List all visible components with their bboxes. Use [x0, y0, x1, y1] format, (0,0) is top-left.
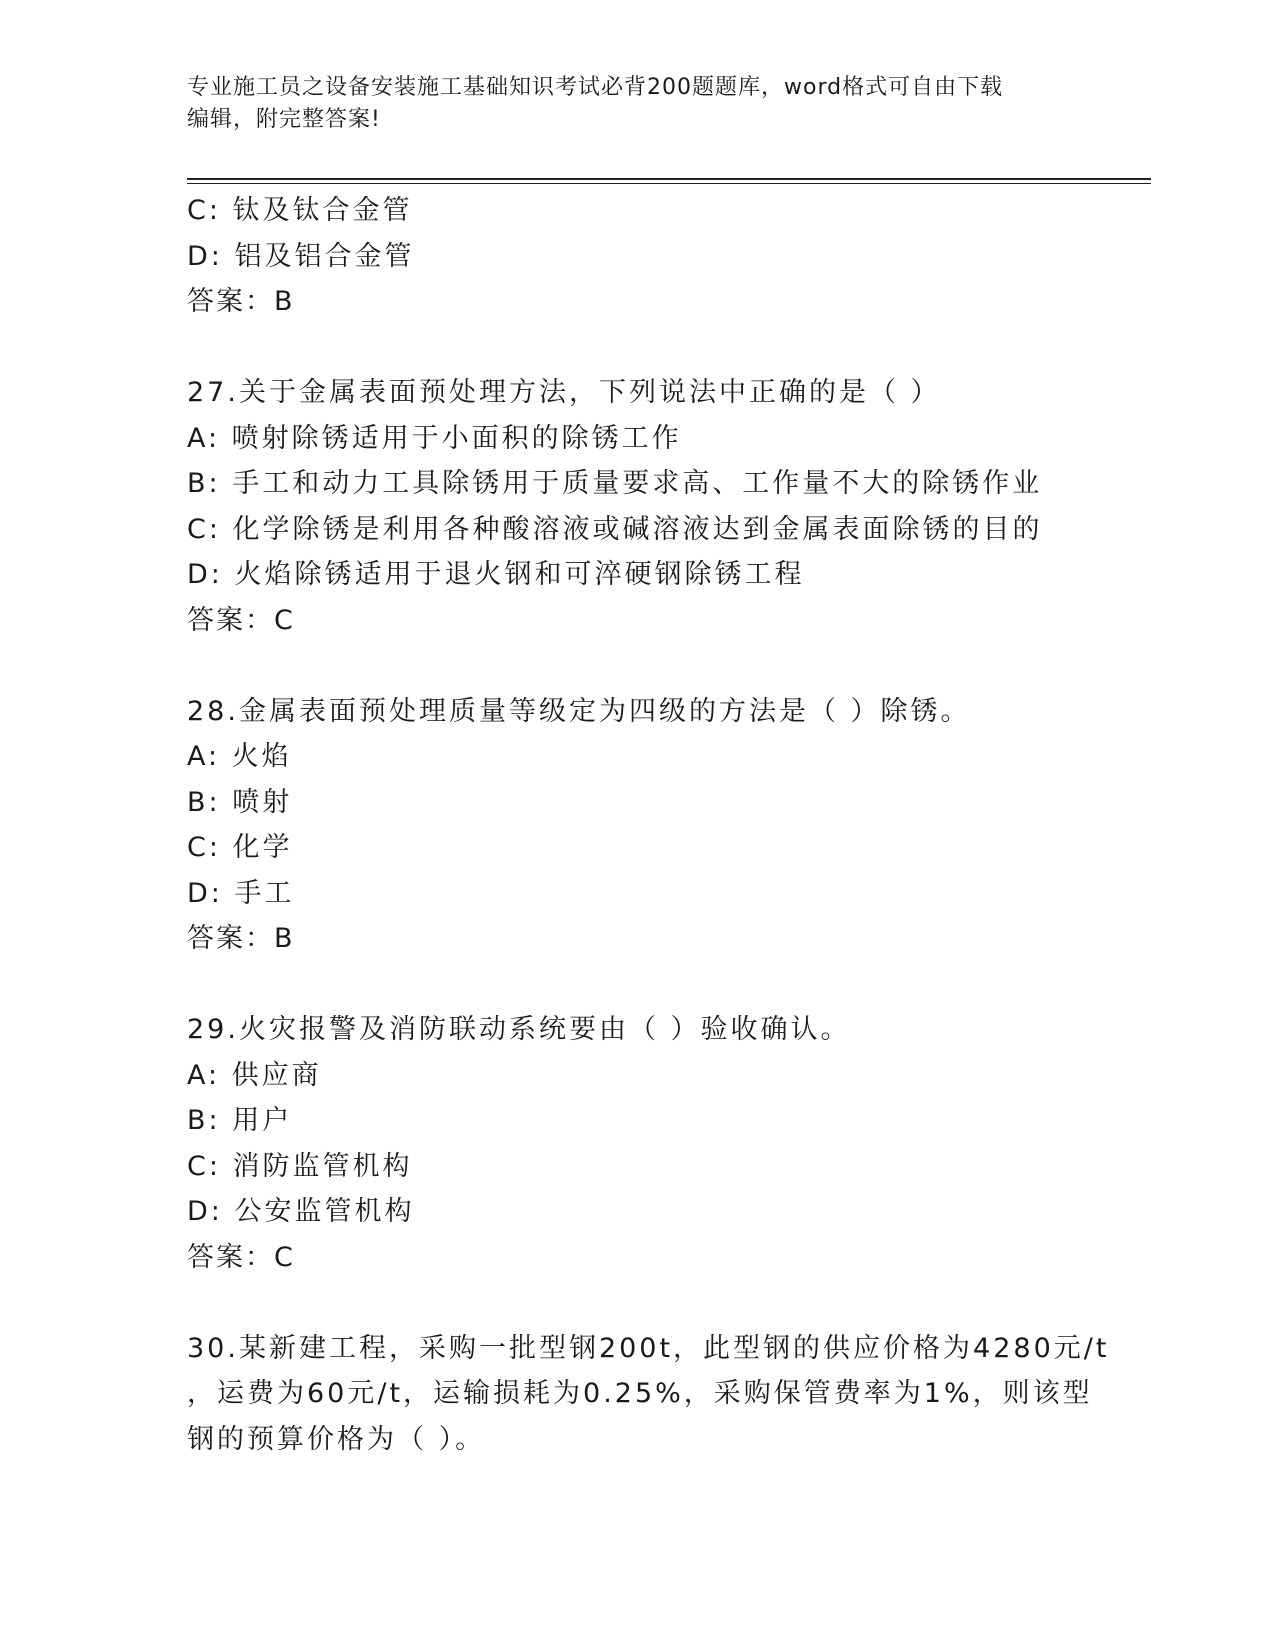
option-a: A: 喷射除锈适用于小面积的除锈工作: [187, 422, 682, 454]
option-a: A: 火焰: [187, 741, 292, 772]
option-d: D: 手工: [187, 877, 295, 909]
question-28: [187, 689, 1067, 962]
option-c: C: 消防监管机构: [187, 1150, 413, 1182]
header-title-line-2: 编辑，附完整答案!: [187, 107, 381, 132]
question-list: [187, 188, 1110, 1462]
spacer: [187, 643, 1067, 689]
option-d: D: 铝及铝合金管: [187, 240, 415, 272]
question-29: [187, 1007, 1067, 1280]
question-stem: 28.金属表面预处理质量等级定为四级的方法是（ ）除锈。: [187, 695, 971, 727]
option-c: C: 化学除锈是利用各种酸溶液或碱溶液达到金属表面除锈的目的: [187, 513, 1043, 545]
answer-line: 答案：B: [187, 286, 295, 317]
question-stem-line-3: 钢的预算价格为（ ）。: [187, 1423, 486, 1455]
option-d: D: 火焰除锈适用于退火钢和可淬硬钢除锈工程: [187, 559, 805, 590]
option-d: D: 公安监管机构: [187, 1196, 415, 1227]
option-b: B: 用户: [187, 1105, 293, 1136]
header-title-line-1: 专业施工员之设备安装施工基础知识考试必背200题题库，word格式可自由下载: [187, 75, 1004, 100]
option-a: A: 供应商: [187, 1059, 322, 1091]
option-c: C: 化学: [187, 832, 293, 863]
answer-line: 答案：B: [187, 923, 295, 954]
question-stem-line-2: ，运费为60元/t，运输损耗为0.25%，采购保管费率为1%，则该型: [187, 1378, 1093, 1409]
question-stem-line-1: 30.某新建工程，采购一批型钢200t，此型钢的供应价格为4280元/t: [187, 1332, 1110, 1364]
spacer: [187, 962, 1067, 1008]
option-c: C: 钛及钛合金管: [187, 195, 413, 226]
question-27: [187, 370, 1067, 643]
spacer: [187, 325, 1067, 371]
answer-line: 答案：C: [187, 1241, 295, 1273]
header-divider-thin: [187, 183, 1151, 184]
header-divider-thick: [187, 178, 1151, 180]
question-stem: 29.火灾报警及消防联动系统要由（ ）验收确认。: [187, 1014, 851, 1045]
spacer: [187, 1280, 1067, 1326]
option-b: B: 喷射: [187, 786, 293, 818]
page-header: [187, 72, 1067, 136]
option-b: B: 手工和动力工具除锈用于质量要求高、工作量不大的除锈作业: [187, 468, 1043, 499]
question-stem: 27.关于金属表面预处理方法，下列说法中正确的是（ ）: [187, 377, 941, 408]
question-30: [187, 1326, 1110, 1463]
answer-line: 答案：C: [187, 604, 295, 636]
question-26-fragment: [187, 188, 1067, 325]
